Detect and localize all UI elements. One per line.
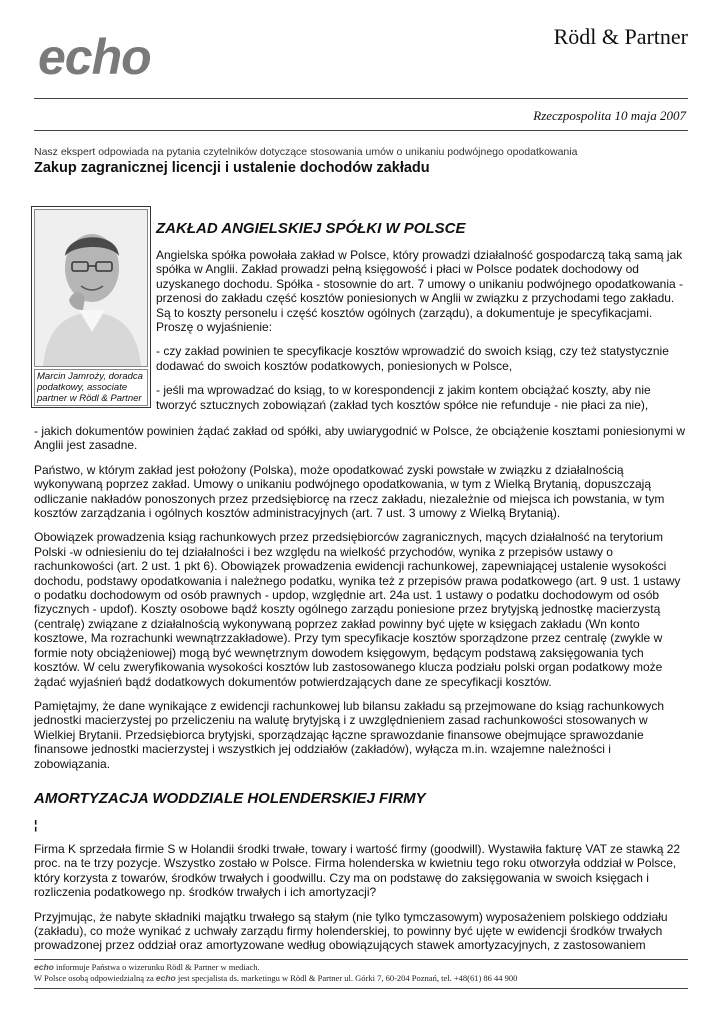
footer-bottom-divider bbox=[34, 988, 688, 989]
article-title: Zakup zagranicznej licencji i ustalenie dochodów zakładu bbox=[34, 160, 430, 176]
paragraph: Pamiętajmy, że dane wynikające z ewidencji rachunkowej lub bilansu zakładu są przejmowane do ksiąg rachunkowych jednostki macierzystej po przeliczeniu na walutę brytyjską i z uwzględnieniem zasad rachunkowości stosowanych w Wielkiej Brytanii. Przedsiębiorca brytyjski, sporządzając łączne sprawozdanie finansowe obejmujące sprawozdanie finansowe jednostki macierzystej i wszystkich jej oddziałów (zakładów), wyłącza m.in. wzajemne należności i zobowiązania. bbox=[34, 698, 665, 771]
footer-echo-logo: echo bbox=[34, 962, 54, 972]
text-marker: ¦ bbox=[34, 818, 38, 832]
paragraph: Angielska spółka powołała zakład w Polsce, który prowadzi działalność gospodarczą taką samą jak spółka w Anglii. Zakład prowadzi pełną księgowość i płaci w Polsce podatek dochodowy od uzyskanego dochodu. Spółka - stosownie do art. 7 umowy o unikaniu podwójnego opodatkowania - przenosi do zakładu część kosztów poniesionych w Anglii w związku z przychodami tego zakładu. Są to koszty personelu i część kosztów ogólnych (zarządu), a dokumentuje je specyfikacjami. Proszę o wyjaśnienie: bbox=[156, 248, 684, 335]
publication-date: Rzeczpospolita 10 maja 2007 bbox=[533, 108, 686, 123]
footer-text: informuje Państwa o wizerunku Rödl & Partner w mediach. bbox=[53, 962, 260, 972]
paragraph: Przyjmując, że nabyte składniki majątku trwałego są stałym (nie tylko tymczasowym) wyposażeniem polskiego oddziału (zakładu), co może wynikać z uchwały zarządu firmy holenderskiej, to powinny być ujęte w ewidencji środków trwałych prowadzonej przez oddział oraz amortyzowane według obowiązujących stawek amortyzacyjnych, z zastosowaniem bbox=[34, 909, 668, 953]
paragraph: - jeśli ma wprowadzać do ksiąg, to w korespondencji z jakim kontem obciążać koszty, aby nie tworzyć sztucznych zobowiązań (zakład tych kosztów spółce nie refunduje - nie płaci za nie), bbox=[156, 383, 651, 412]
paragraph: - czy zakład powinien te specyfikacje kosztów wprowadzić do swoich ksiąg, czy też statystycznie dodawać do swoich kosztów podatkowych, poniesionych w Polsce, bbox=[156, 344, 669, 373]
section2-body bbox=[34, 842, 688, 954]
paragraph: - jakich dokumentów powinien żądać zakład od spółki, aby uwiarygodnić w Polsce, że obciążenie kosztami poniesionymi w Anglii jest zasadne. bbox=[34, 424, 685, 453]
paragraph: Obowiązek prowadzenia ksiąg rachunkowych przez przedsiębiorców zagranicznych, mących działalność na terytorium Polski -w odniesieniu do tej działalności i bez względu na wielkość przychodów, wynika z przepisów ustawy o rachunkowości (art. 2 ust. 1 pkt 6). Obowiązek prowadzenia ewidencji rachunkowej, zapewniającej ustalenie wysokości dochodu, podstawy opodatkowania i należnego podatku, wynika też z przepisów prawa podatkowego (art. 9 ust. 1 ustawy o podatku dochodowym od osób prawnych - updop, względnie art. 24a ust. 1 ustawy o podatku dochodowym od osób fizycznych - updof). Koszty osobowe bądź koszty ogólnego zarządu poniesione przez brytyjską jednostkę macierzystą (centralę) związane z działalnością wykonywaną poprzez zakład powinny być ujęte w księgach zakładu (Wn konto kosztowe, Ma rozrachunki wewnątrzzakładowe). Przy tym specyfikacje kosztów sporządzone przez centralę (zwykle w formie noty obciążeniowej) mogą być wewnętrznym dowodem księgowym, będącym podstawą zaksięgowania tych kosztów. W celu zweryfikowania wysokości kosztów lub zastosowanego klucza podziału polski organ podatkowy może żądać wyjaśnień bądź dodatkowych dokumentów potwierdzających dane ze specyfikacji kosztów. bbox=[34, 530, 681, 689]
footer-line-2 bbox=[34, 973, 517, 984]
article-intro: Nasz ekspert odpowiada na pytania czytelników dotyczące stosowania umów o unikaniu podwójnego opodatkowania bbox=[34, 146, 578, 158]
paragraph: Państwo, w którym zakład jest położony (Polska), może opodatkować zyski powstałe w związku z działalnością wykonywaną poprzez zakład. Umowy o unikaniu podwójnego opodatkowania, w tym z Wielką Brytanią, dopuszczają odliczanie nakładów ponoszonych przez przedsiębiorcę na rzecz zakładu, niezależnie od miejsca ich powstania, w tym kosztów zarządzania i ogólnych kosztów administracyjnych (art. 7 ust. 3 umowy z Wielką Brytanią). bbox=[34, 462, 665, 521]
footer-line-1 bbox=[34, 962, 517, 973]
header-divider-2 bbox=[34, 130, 688, 131]
author-photo-frame bbox=[31, 206, 151, 408]
portrait-image bbox=[35, 210, 148, 366]
paragraph: Firma K sprzedała firmie S w Holandii środki trwałe, towary i wartość firmy (goodwill). Wystawiła fakturę VAT ze stawką 22 proc. na te trzy pozycje. Wszystko zostało w Polsce. Firma holenderska w kwietniu tego roku otworzyła oddział w Polsce, który korzysta z towarów, środków trwałych i goodwillu. Czy ma on podstawę do zaksięgowania w swoich księgach i rozliczenia podatkowego np. środków trwałych i ich amortyzacji? bbox=[34, 842, 681, 900]
echo-logo: echo bbox=[38, 29, 151, 85]
header-divider bbox=[34, 98, 688, 99]
footer-divider bbox=[34, 959, 688, 960]
author-photo bbox=[34, 209, 148, 367]
footer-echo-logo: echo bbox=[155, 973, 176, 983]
section-heading-2: AMORTYZACJA WODDZIALE HOLENDERSKIEJ FIRMY bbox=[34, 790, 426, 807]
footer-text: jest specjalista ds. marketingu w Rödl & Partner ul. Górki 7, 60-204 Poznań, tel. +48(61) 86 44 900 bbox=[175, 973, 518, 983]
photo-caption: Marcin Jamroży, doradca podatkowy, associate partner w Rödl & Partner bbox=[34, 369, 148, 406]
section-heading-1: ZAKŁAD ANGIELSKIEJ SPÓŁKI W POLSCE bbox=[156, 220, 466, 237]
brand-name: Rödl & Partner bbox=[553, 24, 688, 49]
answer-body bbox=[34, 424, 688, 781]
footer-text: W Polsce osobą odpowiedzialną za bbox=[34, 973, 156, 983]
footer bbox=[34, 962, 517, 984]
question-column bbox=[156, 248, 686, 422]
